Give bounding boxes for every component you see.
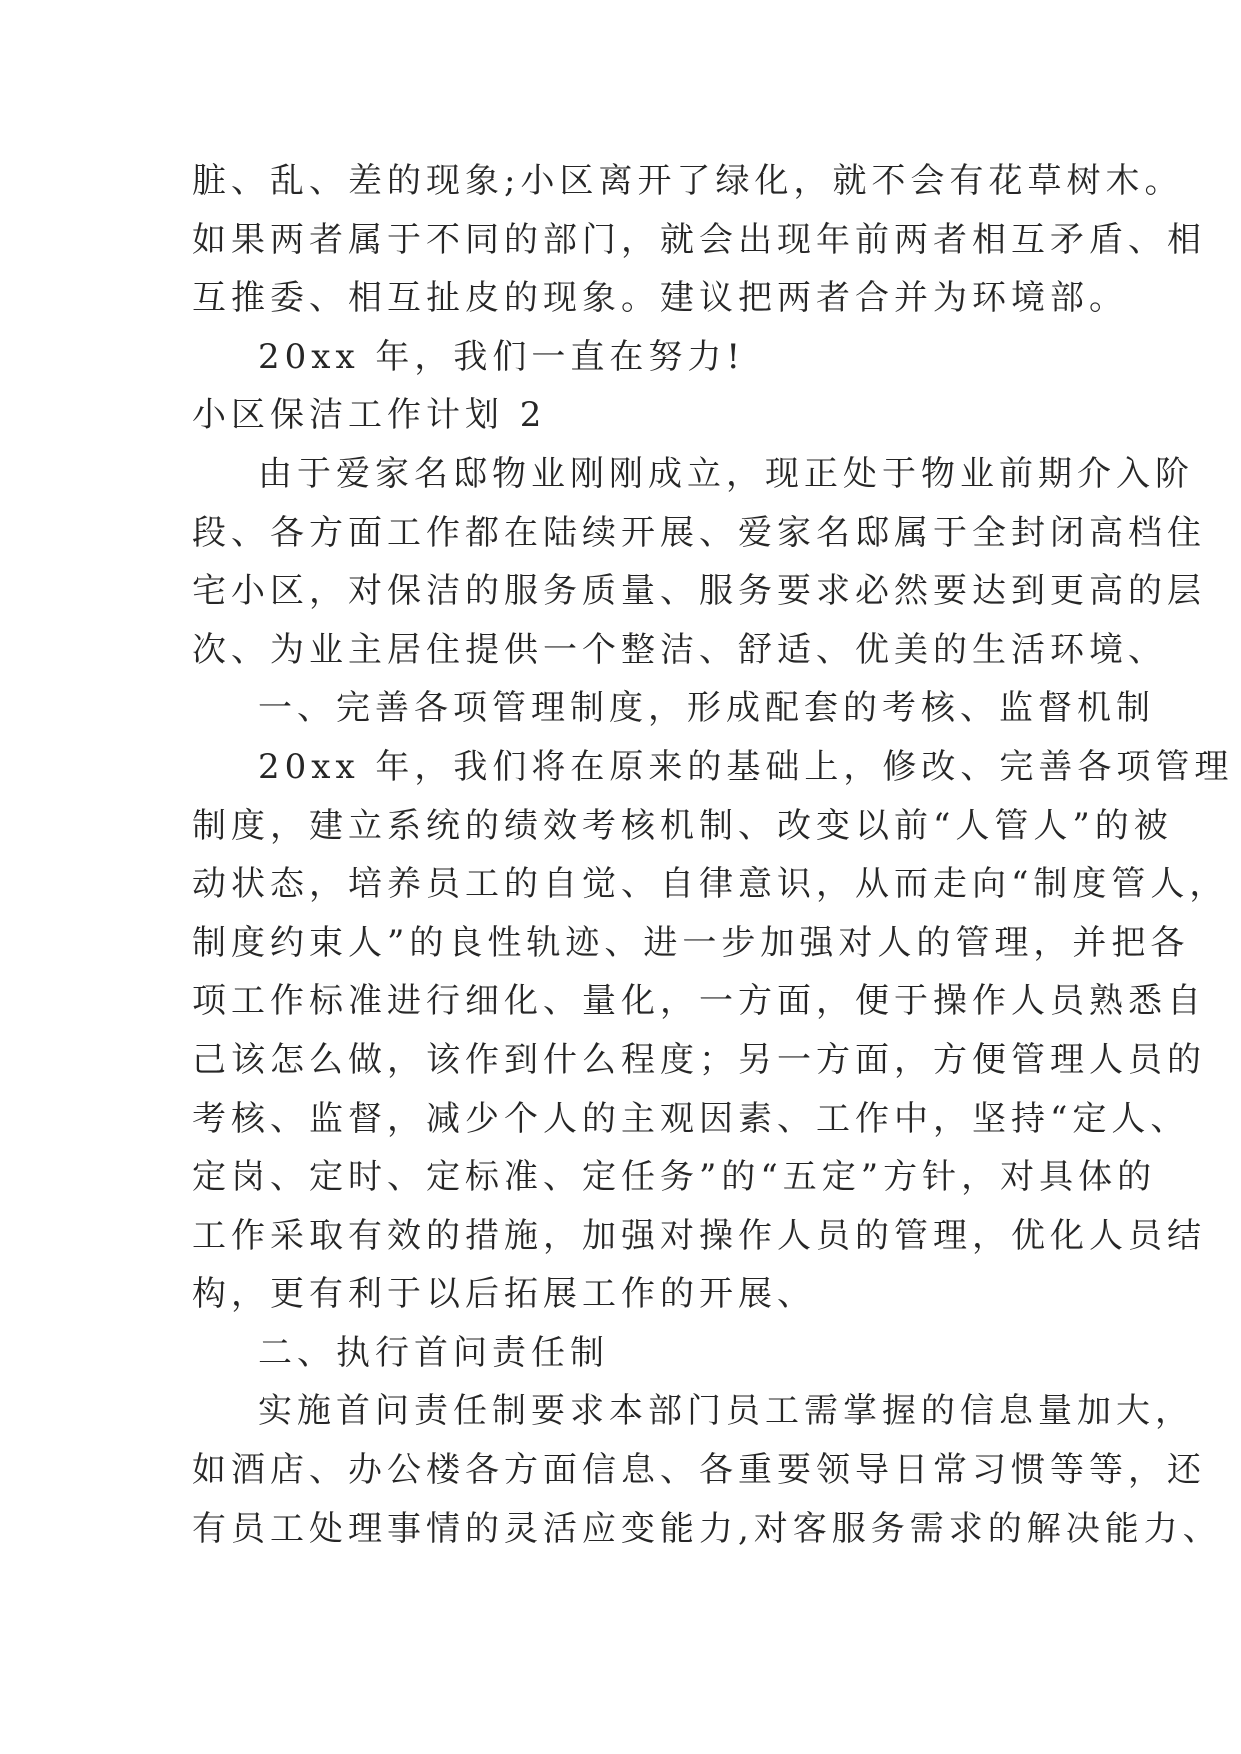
text-line: 脏、乱、差的现象;小区离开了绿化，就不会有花草树木。 [192,161,1184,201]
section-title: 小区保洁工作计划 2 [192,395,547,436]
section-heading-2: 二、执行首问责任制 [258,1332,609,1373]
text-line: 如酒店、办公楼各方面信息、各重要领导日常习惯等等，还 [192,1450,1206,1491]
text-line: 如果两者属于不同的部门，就会出现年前两者相互矛盾、相 [192,219,1206,260]
text-line: 互推委、相互扯皮的现象。建议把两者合并为环境部。 [192,278,1128,319]
text-line: 定岗、定时、定标准、定任务”的“五定”方针，对具体的 [192,1157,1157,1198]
text-line: 项工作标准进行细化、量化，一方面，便于操作人员熟悉自 [192,981,1206,1022]
document-body [192,152,1234,1558]
text-line: 次、为业主居住提供一个整洁、舒适、优美的生活环境、 [192,629,1167,670]
text-line: 考核、监督，减少个人的主观因素、工作中，坚持“定人、 [192,1098,1190,1139]
section-heading-1: 一、完善各项管理制度，形成配套的考核、监督机制 [258,688,1155,729]
text-line: 动状态，培养员工的自觉、自律意识，从而走向“制度管人， [192,864,1229,905]
text-line: 己该怎么做，该作到什么程度；另一方面，方便管理人员的 [192,1039,1206,1080]
text-line: 制度，建立系统的绩效考核机制、改变以前“人管人”的被 [192,805,1173,846]
text-line: 段、各方面工作都在陆续开展、爱家名邸属于全封闭高档住 [192,512,1206,553]
paragraph-line: 20xx 年，我们将在原来的基础上，修改、完善各项管理 [258,746,1234,787]
paragraph-line: 由于爱家名邸物业刚刚成立，现正处于物业前期介入阶 [258,453,1194,494]
paragraph-line: 实施首问责任制要求本部门员工需掌握的信息量加大， [258,1391,1194,1432]
text-line: 有员工处理事情的灵活应变能力,对客服务需求的解决能力、 [192,1508,1222,1549]
paragraph-line: 20xx 年，我们一直在努力! [258,336,746,377]
text-line: 宅小区，对保洁的服务质量、服务要求必然要达到更高的层 [192,571,1206,612]
text-line: 制度约束人”的良性轨迹、进一步加强对人的管理，并把各 [192,922,1190,963]
text-line: 工作采取有效的措施，加强对操作人员的管理，优化人员结 [192,1215,1206,1256]
text-line: 构，更有利于以后拓展工作的开展、 [192,1274,816,1315]
